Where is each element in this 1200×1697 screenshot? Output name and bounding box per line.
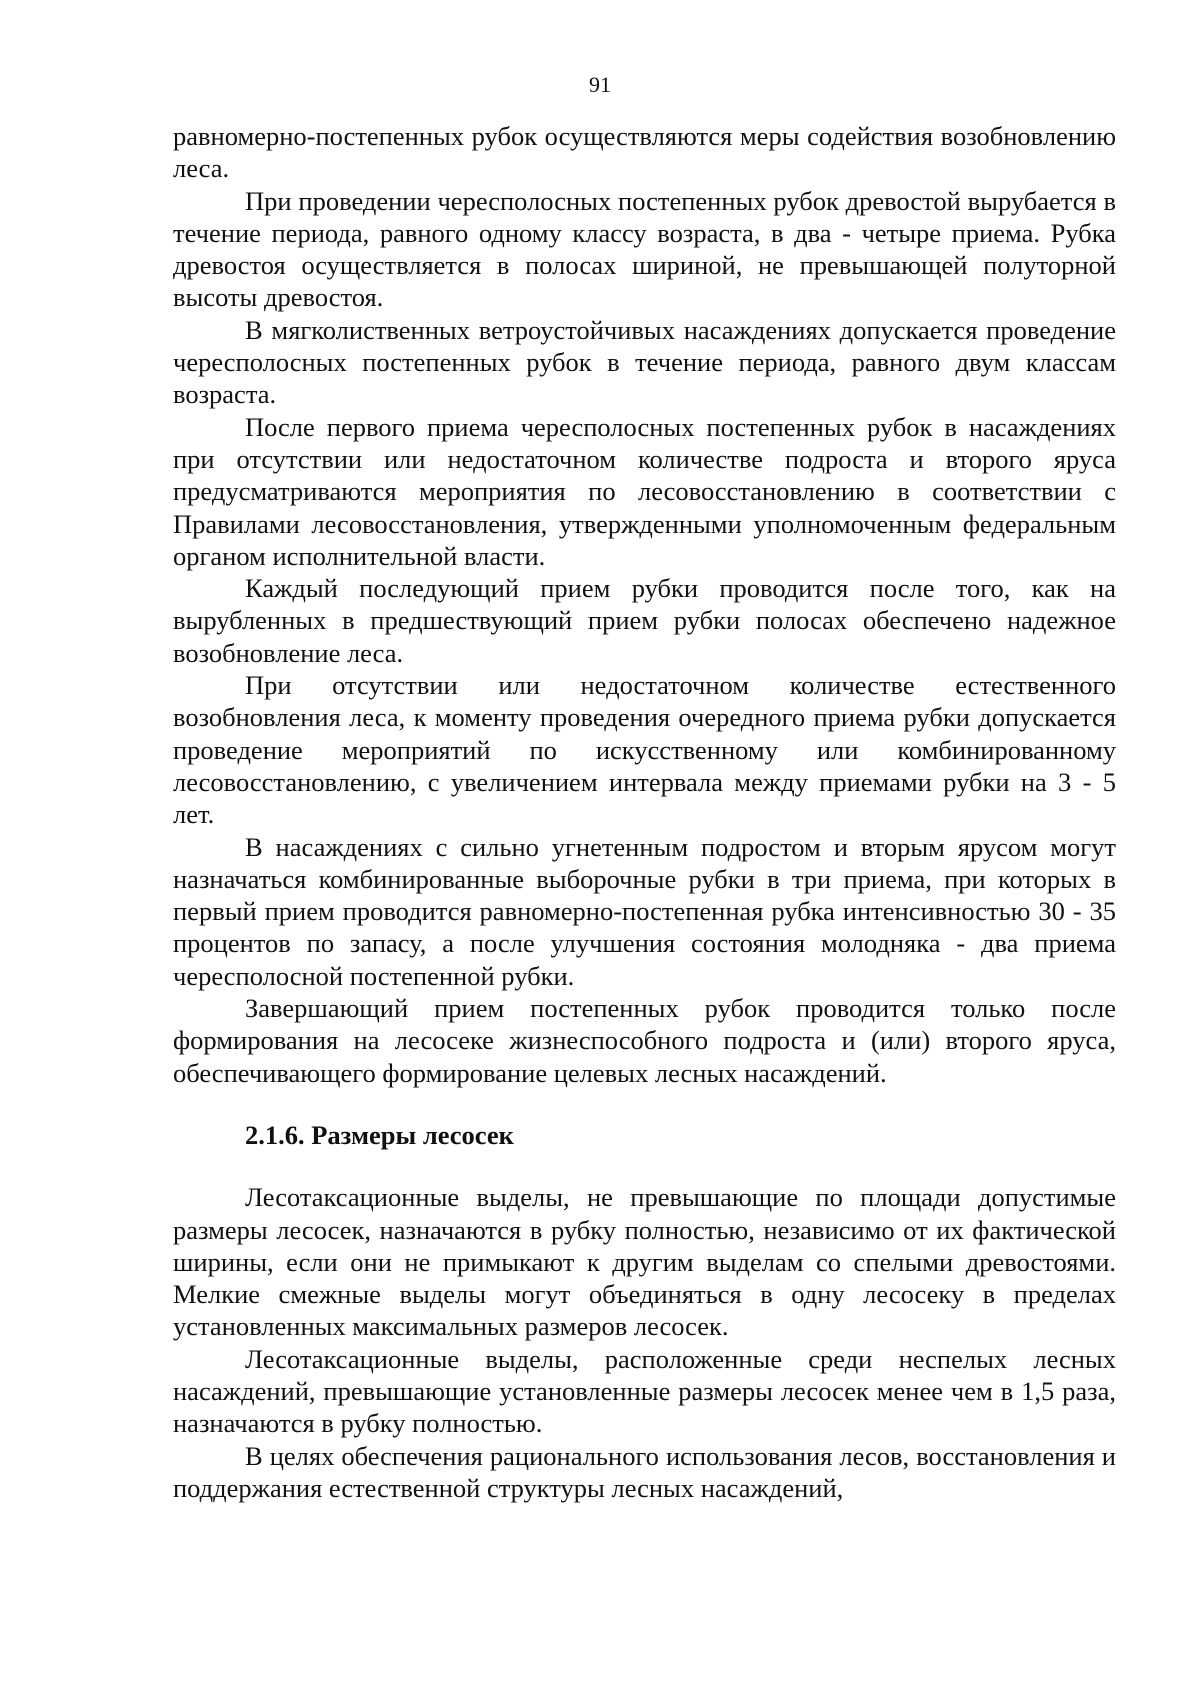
paragraph: В целях обеспечения рационального использования лесов, восстановления и поддержания естественной структуры лесных насаждений, (173, 1440, 1116, 1503)
paragraph: Каждый последующий прием рубки проводится после того, как на вырубленных в предшествующий прием рубки полосах обеспечено надежное возобновление леса. (173, 573, 1116, 668)
paragraph: В мягколиственных ветроустойчивых насаждениях допускается проведение чересполосных постепенных рубок в течение периода, равного двум классам возраста. (173, 314, 1116, 410)
paragraph: В насаждениях с сильно угнетенным подростом и вторым ярусом могут назначаться комбинированные выборочные рубки в три приема, при которых в первый прием проводится равномерно-постепенная рубка интенсивностью 30 - 35 процентов по запасу, а после улучшения состояния молодняка - два приема чересполосной постепенной рубки. (173, 831, 1116, 991)
section-heading: 2.1.6. Размеры лесосек (245, 1119, 514, 1150)
paragraph: Лесотаксационные выделы, не превышающие по площади допустимые размеры лесосек, назначаются в рубку полностью, независимо от их фактической ширины, если они не примыкают к другим выделам со спелыми древостоями. Мелкие смежные выделы могут объединяться в одну лесосеку в пределах установленных максимальных размеров лесосек. (173, 1182, 1116, 1342)
page-content (173, 120, 1116, 1504)
paragraph: После первого приема чересполосных постепенных рубок в насаждениях при отсутствии или недостаточном количестве подроста и второго яруса предусматриваются мероприятия по лесовосстановлению в соответствии с Правилами лесовосстановления, утвержденными уполномоченным федеральным органом исполнительной власти. (173, 411, 1116, 571)
paragraph: Лесотаксационные выделы, расположенные среди неспелых лесных насаждений, превышающие установленные размеры лесосек менее чем в 1,5 раза, назначаются в рубку полностью. (173, 1343, 1116, 1439)
paragraph: При проведении чересполосных постепенных рубок древостой вырубается в течение периода, равного одному классу возраста, в два - четыре приема. Рубка древостоя осуществляется в полосах шириной, не превышающей полуторной высоты древостоя. (173, 185, 1116, 313)
page-number: 91 (589, 72, 611, 97)
section-body (173, 1181, 1116, 1504)
paragraph: Завершающий прием постепенных рубок проводится только после формирования на лесосеке жизнеспособного подроста и (или) второго яруса, обеспечивающего формирование целевых лесных насаждений. (173, 993, 1116, 1088)
paragraph: При отсутствии или недостаточном количестве естественного возобновления леса, к моменту проведения очередного приема рубки допускается проведение мероприятий по искусственному или комбинированному лесовосстановлению, с увеличением интервала между приемами рубки на 3 - 5 лет. (173, 670, 1116, 830)
paragraph: равномерно-постепенных рубок осуществляются меры содействия возобновлению леса. (173, 121, 1116, 184)
